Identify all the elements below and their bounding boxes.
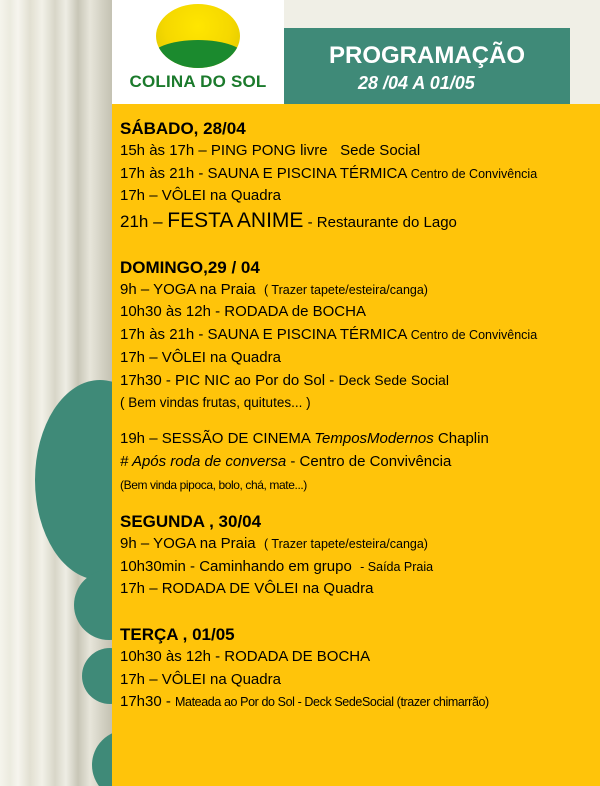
event-text: 9h – YOGA na Praia	[120, 535, 256, 553]
event-line	[120, 279, 598, 302]
event-line	[120, 646, 598, 669]
event-location: Mateada ao Por do Sol - Deck SedeSocial (trazer chimarrão)	[175, 695, 489, 710]
day-title-tuesday: TERÇA , 01/05	[120, 624, 235, 644]
event-location: - Restaurante do Lago	[303, 213, 457, 231]
event-text: 21h –	[120, 211, 163, 231]
event-text: # Após roda de conversa	[120, 452, 287, 470]
event-note: ( Trazer tapete/esteira/canga)	[264, 537, 428, 552]
event-line	[120, 347, 598, 370]
logo	[112, 0, 284, 104]
event-line	[120, 324, 598, 347]
event-note: ( Trazer tapete/esteira/canga)	[264, 282, 428, 297]
event-text: 17h – VÔLEI na Quadra	[120, 348, 281, 366]
event-text: 17h – RODADA DE VÔLEI na Quadra	[120, 580, 374, 598]
event-text: 10h30 às 12h - RODADA DE BOCHA	[120, 647, 371, 665]
event-line	[120, 474, 598, 497]
day-title-monday: SEGUNDA , 30/04	[120, 512, 262, 532]
event-line	[120, 451, 598, 474]
event-line	[120, 140, 598, 163]
event-line	[120, 163, 598, 186]
event-line	[120, 208, 598, 234]
event-line	[120, 301, 598, 324]
event-text: 10h30 às 12h - RODADA de BOCHA	[120, 303, 366, 321]
event-line	[120, 556, 598, 579]
event-line	[120, 392, 598, 415]
event-text: 17h às 21h - SAUNA E PISCINA TÉRMICA	[120, 325, 407, 343]
event-text: 9h – YOGA na Praia	[120, 280, 256, 298]
event-text: 17h – VÔLEI na Quadra	[120, 187, 281, 205]
page-title: PROGRAMAÇÃO	[329, 42, 525, 69]
event-line	[120, 428, 598, 451]
event-text: 10h30min - Caminhando em grupo	[120, 557, 352, 575]
event-line	[120, 533, 598, 556]
event-highlight: FESTA ANIME	[167, 208, 304, 232]
day-title-saturday: SÁBADO, 28/04	[120, 119, 246, 138]
event-line	[120, 578, 598, 601]
event-text: 15h às 17h – PING PONG livre	[120, 142, 328, 159]
sun-logo-icon	[156, 4, 240, 68]
event-line	[120, 691, 598, 714]
event-line	[120, 185, 598, 208]
event-note: ( Bem vindas frutas, quitutes... )	[120, 394, 311, 410]
event-location: Centro de Convivência	[410, 327, 538, 342]
event-location: Deck Sede Social	[338, 372, 449, 389]
logo-text: COLINA DO SOL	[129, 72, 267, 91]
event-text: 17h30 - PIC NIC ao Por do Sol -	[120, 372, 335, 390]
event-text: 17h30 -	[120, 693, 171, 711]
movie-director: Chaplin	[433, 430, 489, 448]
schedule	[120, 117, 598, 714]
event-line	[120, 369, 598, 392]
movie-title: TemposModernos	[314, 430, 434, 448]
event-location: - Saída Praia	[360, 559, 434, 574]
event-text: 19h – SESSÃO DE CINEMA	[120, 430, 311, 448]
event-location: - Centro de Convivência	[286, 452, 452, 470]
event-line	[120, 669, 598, 692]
event-location: Centro de Convivência	[410, 166, 538, 181]
event-text: 17h às 21h - SAUNA E PISCINA TÉRMICA	[120, 164, 407, 182]
date-range: 28 /04 A 01/05	[358, 73, 475, 93]
hill-shape	[156, 40, 240, 68]
event-text: 17h – VÔLEI na Quadra	[120, 670, 281, 688]
day-title-sunday: DOMINGO,29 / 04	[120, 257, 260, 277]
event-note: (Bem vinda pipoca, bolo, chá, mate...)	[120, 477, 307, 492]
header-box	[284, 28, 570, 104]
event-location: Sede Social	[340, 142, 421, 159]
